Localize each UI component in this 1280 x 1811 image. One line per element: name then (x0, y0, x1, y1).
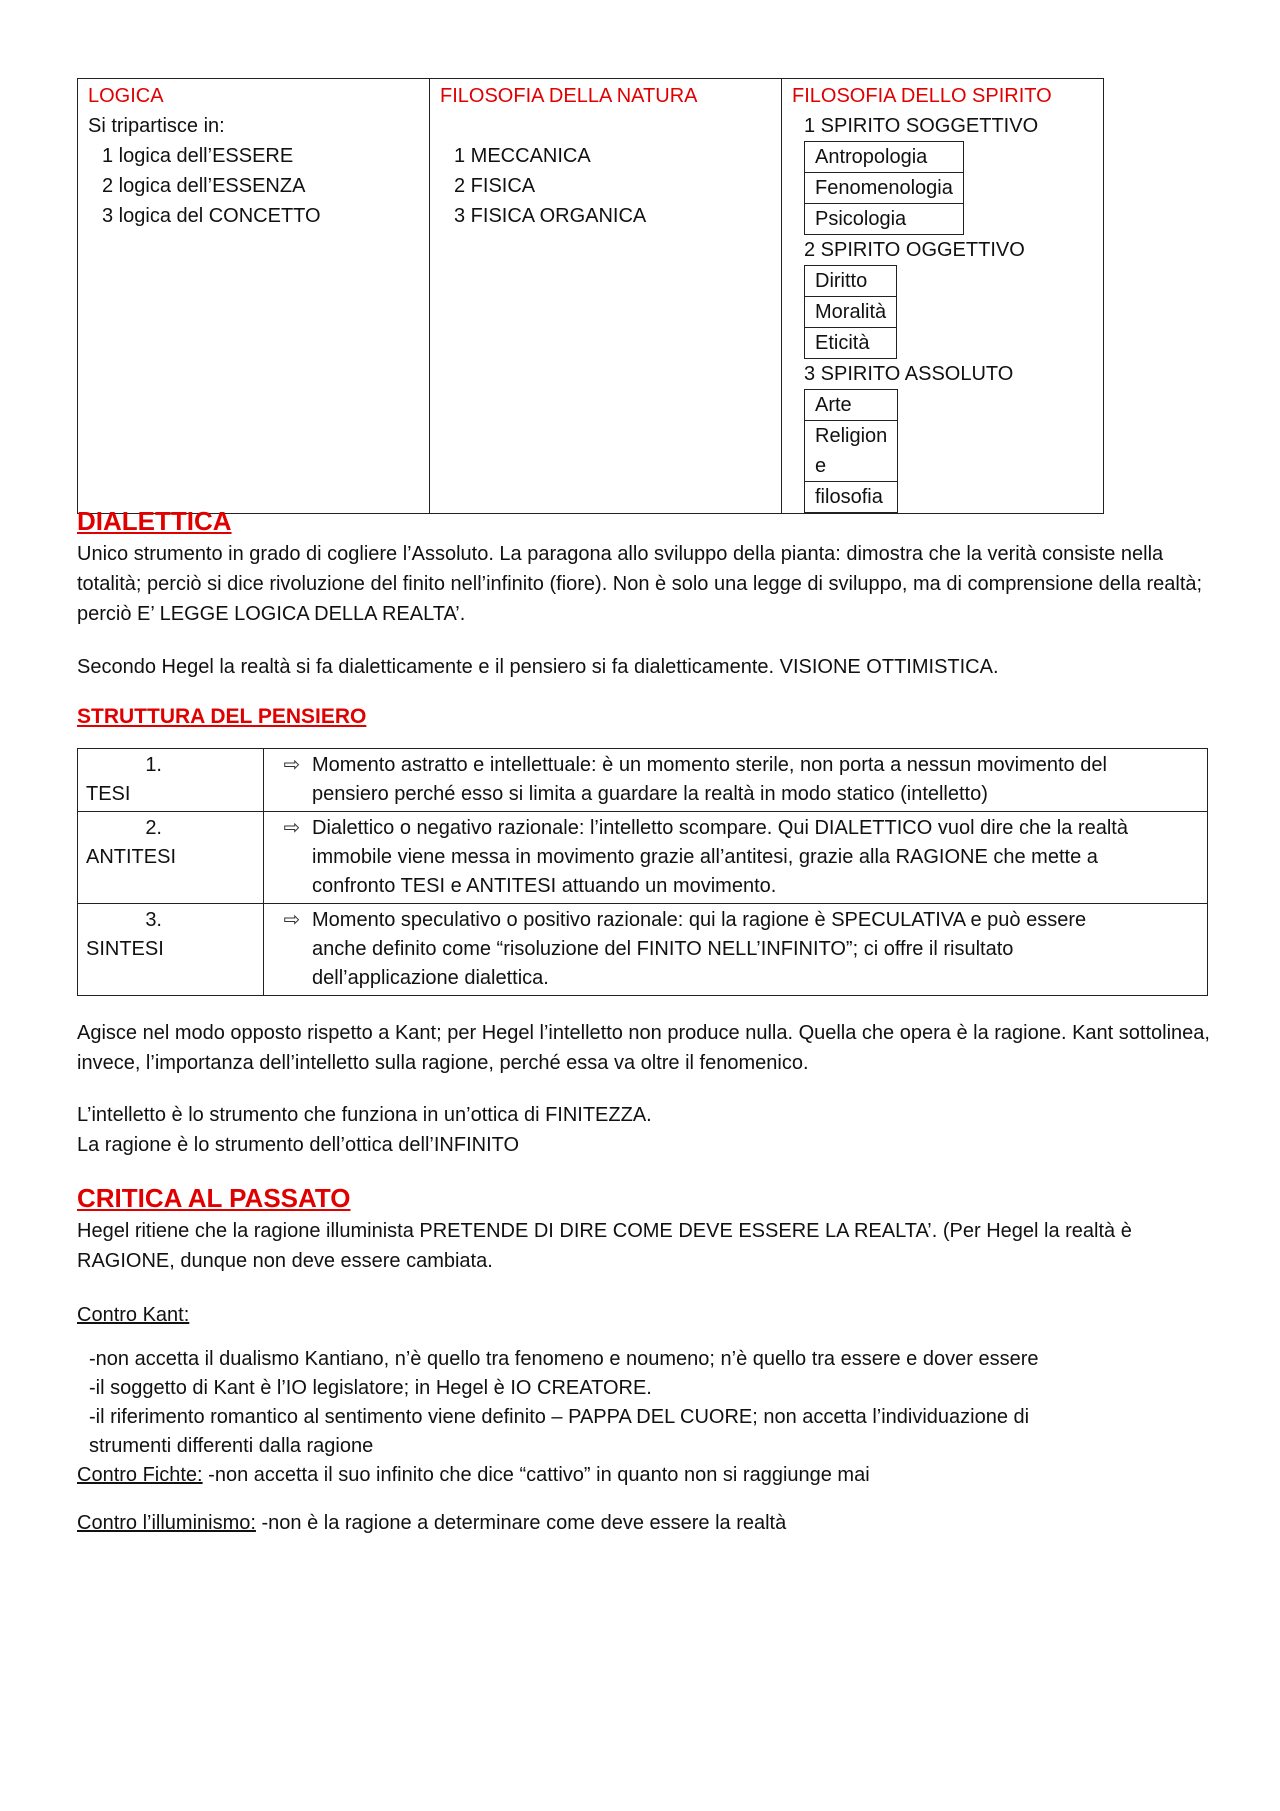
table-row (78, 904, 1208, 996)
logica-item: 3 logica del CONCETTO (102, 205, 321, 227)
arrow-right-icon: ⇨ (283, 909, 301, 931)
spirito-group-label: 3 SPIRITO ASSOLUTO (804, 363, 1014, 385)
desc-cell (264, 812, 1208, 904)
list-item: -il soggetto di Kant è l’IO legislatore; in Hegel è IO CREATORE. (89, 1377, 652, 1399)
kant-comparison-paragraph: Agisce nel modo opposto rispetto a Kant; per Hegel l’intelletto non produce nulla. Quella che opera è la ragione. Kant sottolinea, invece, l’importanza dell’intelletto sulla ragione, perché essa va oltre il fenomenico. (77, 1022, 1210, 1074)
logica-title: LOGICA (88, 85, 164, 107)
row-term: TESI (86, 783, 131, 805)
list-item-continuation: strumenti differenti dalla ragione (89, 1435, 374, 1457)
contro-kant-line (77, 1300, 1207, 1330)
contro-fichte-text: -non accetta il suo infinito che dice “cattivo” in quanto non si raggiunge mai (202, 1464, 870, 1486)
spirito-group-label: 2 SPIRITO OGGETTIVO (804, 239, 1025, 261)
term-cell (78, 749, 264, 812)
critica-heading: CRITICA AL PASSATO (77, 1183, 351, 1213)
table-row (78, 749, 1208, 812)
natura-title: FILOSOFIA DELLA NATURA (440, 85, 698, 107)
contro-kant-list (77, 1345, 1207, 1461)
desc-cell (264, 904, 1208, 996)
spirito-oggettivo-box (804, 265, 897, 359)
box-item: Eticità (805, 328, 897, 359)
natura-item: 1 MECCANICA (454, 145, 591, 167)
row-number: 3. (145, 909, 162, 931)
arrow-right-icon: ⇨ (283, 754, 301, 776)
box-item: Fenomenologia (805, 173, 964, 204)
struttura-heading: STRUTTURA DEL PENSIERO (77, 705, 367, 728)
struttura-table (77, 748, 1208, 996)
dialettica-heading: DIALETTICA (77, 506, 232, 536)
row-description: Dialettico o negativo razionale: l’intelletto scompare. Qui DIALETTICO vuol dire che la realtà immobile viene messa in movimento grazie all’antitesi, grazie alla RAGIONE che mette a confronto TESI e ANTITESI attuando un movimento. (312, 817, 1128, 897)
dialettica-paragraph: Unico strumento in grado di cogliere l’Assoluto. La paragona allo sviluppo della pianta: dimostra che la verità consiste nella totalità; perciò si dice rivoluzione del finito nell’infinito (fiore). Non è solo una legge di sviluppo, ma di comprensione della realtà; perciò E’ LEGGE LOGICA DELLA REALTA’. (77, 543, 1203, 625)
row-description: Momento speculativo o positivo razionale: qui la ragione è SPECULATIVA e può essere anche definito come “risoluzione del FINITO NELL’INFINITO”; ci offre il risultato dell’applicazione dialettica. (312, 909, 1087, 989)
row-term: ANTITESI (86, 846, 177, 868)
list-item: -non accetta il dualismo Kantiano, n’è quello tra fenomeno e noumeno; n’è quello tra essere e dover essere (89, 1348, 1039, 1370)
contro-fichte-line (77, 1460, 1207, 1490)
desc-cell (264, 749, 1208, 812)
critica-paragraph: Hegel ritiene che la ragione illuminista PRETENDE DI DIRE COME DEVE ESSERE LA REALTA’. (Per Hegel la realtà è RAGIONE, dunque non deve essere cambiata. (77, 1220, 1132, 1272)
row-term: SINTESI (86, 938, 164, 960)
contro-illuminismo-label: Contro l’illuminismo: (77, 1512, 256, 1534)
table-row (78, 812, 1208, 904)
logica-item: 2 logica dell’ESSENZA (102, 175, 306, 197)
contro-kant-label: Contro Kant: (77, 1304, 190, 1326)
box-item-line: e (815, 455, 827, 477)
natura-item: 3 FISICA ORGANICA (454, 205, 647, 227)
box-item: Arte (805, 390, 898, 421)
row-number: 2. (145, 817, 162, 839)
logica-intro: Si tripartisce in: (88, 115, 225, 137)
spirito-group-label: 1 SPIRITO SOGGETTIVO (804, 115, 1039, 137)
spirito-soggettivo-box (804, 141, 964, 235)
box-item: Antropologia (805, 142, 964, 173)
arrow-right-icon: ⇨ (283, 817, 301, 839)
intelletto-line: L’intelletto è lo strumento che funziona in un’ottica di FINITEZZA. (77, 1104, 652, 1126)
spirito-cell (782, 79, 1104, 514)
contro-illuminismo-text: -non è la ragione a determinare come deve essere la realtà (255, 1512, 787, 1534)
dialettica-paragraph-2: Secondo Hegel la realtà si fa dialetticamente e il pensiero si fa dialetticamente. VISIONE OTTIMISTICA. (77, 656, 999, 678)
box-item: filosofia (805, 482, 898, 513)
term-cell (78, 812, 264, 904)
spirito-title: FILOSOFIA DELLO SPIRITO (792, 85, 1052, 107)
term-cell (78, 904, 264, 996)
logica-item: 1 logica dell’ESSERE (102, 145, 294, 167)
spirito-assoluto-box (804, 389, 898, 513)
natura-item: 2 FISICA (454, 175, 536, 197)
contro-fichte-label: Contro Fichte: (77, 1464, 203, 1486)
natura-cell (430, 79, 782, 514)
list-item: -il riferimento romantico al sentimento viene definito – PAPPA DEL CUORE; non accetta l’individuazione di (89, 1406, 1030, 1428)
contro-illuminismo-line (77, 1508, 1207, 1538)
box-item-multiline (805, 421, 898, 482)
box-item: Moralità (805, 297, 897, 328)
box-item: Psicologia (805, 204, 964, 235)
box-item-line: Religion (815, 425, 888, 447)
logica-cell (78, 79, 430, 514)
box-item: Diritto (805, 266, 897, 297)
row-number: 1. (145, 754, 162, 776)
ragione-line: La ragione è lo strumento dell’ottica dell’INFINITO (77, 1134, 520, 1156)
row-description: Momento astratto e intellettuale: è un momento sterile, non porta a nessun movimento del pensiero perché esso si limita a guardare la realtà in modo statico (intelletto) (312, 754, 1107, 805)
hegel-system-table (77, 78, 1104, 514)
